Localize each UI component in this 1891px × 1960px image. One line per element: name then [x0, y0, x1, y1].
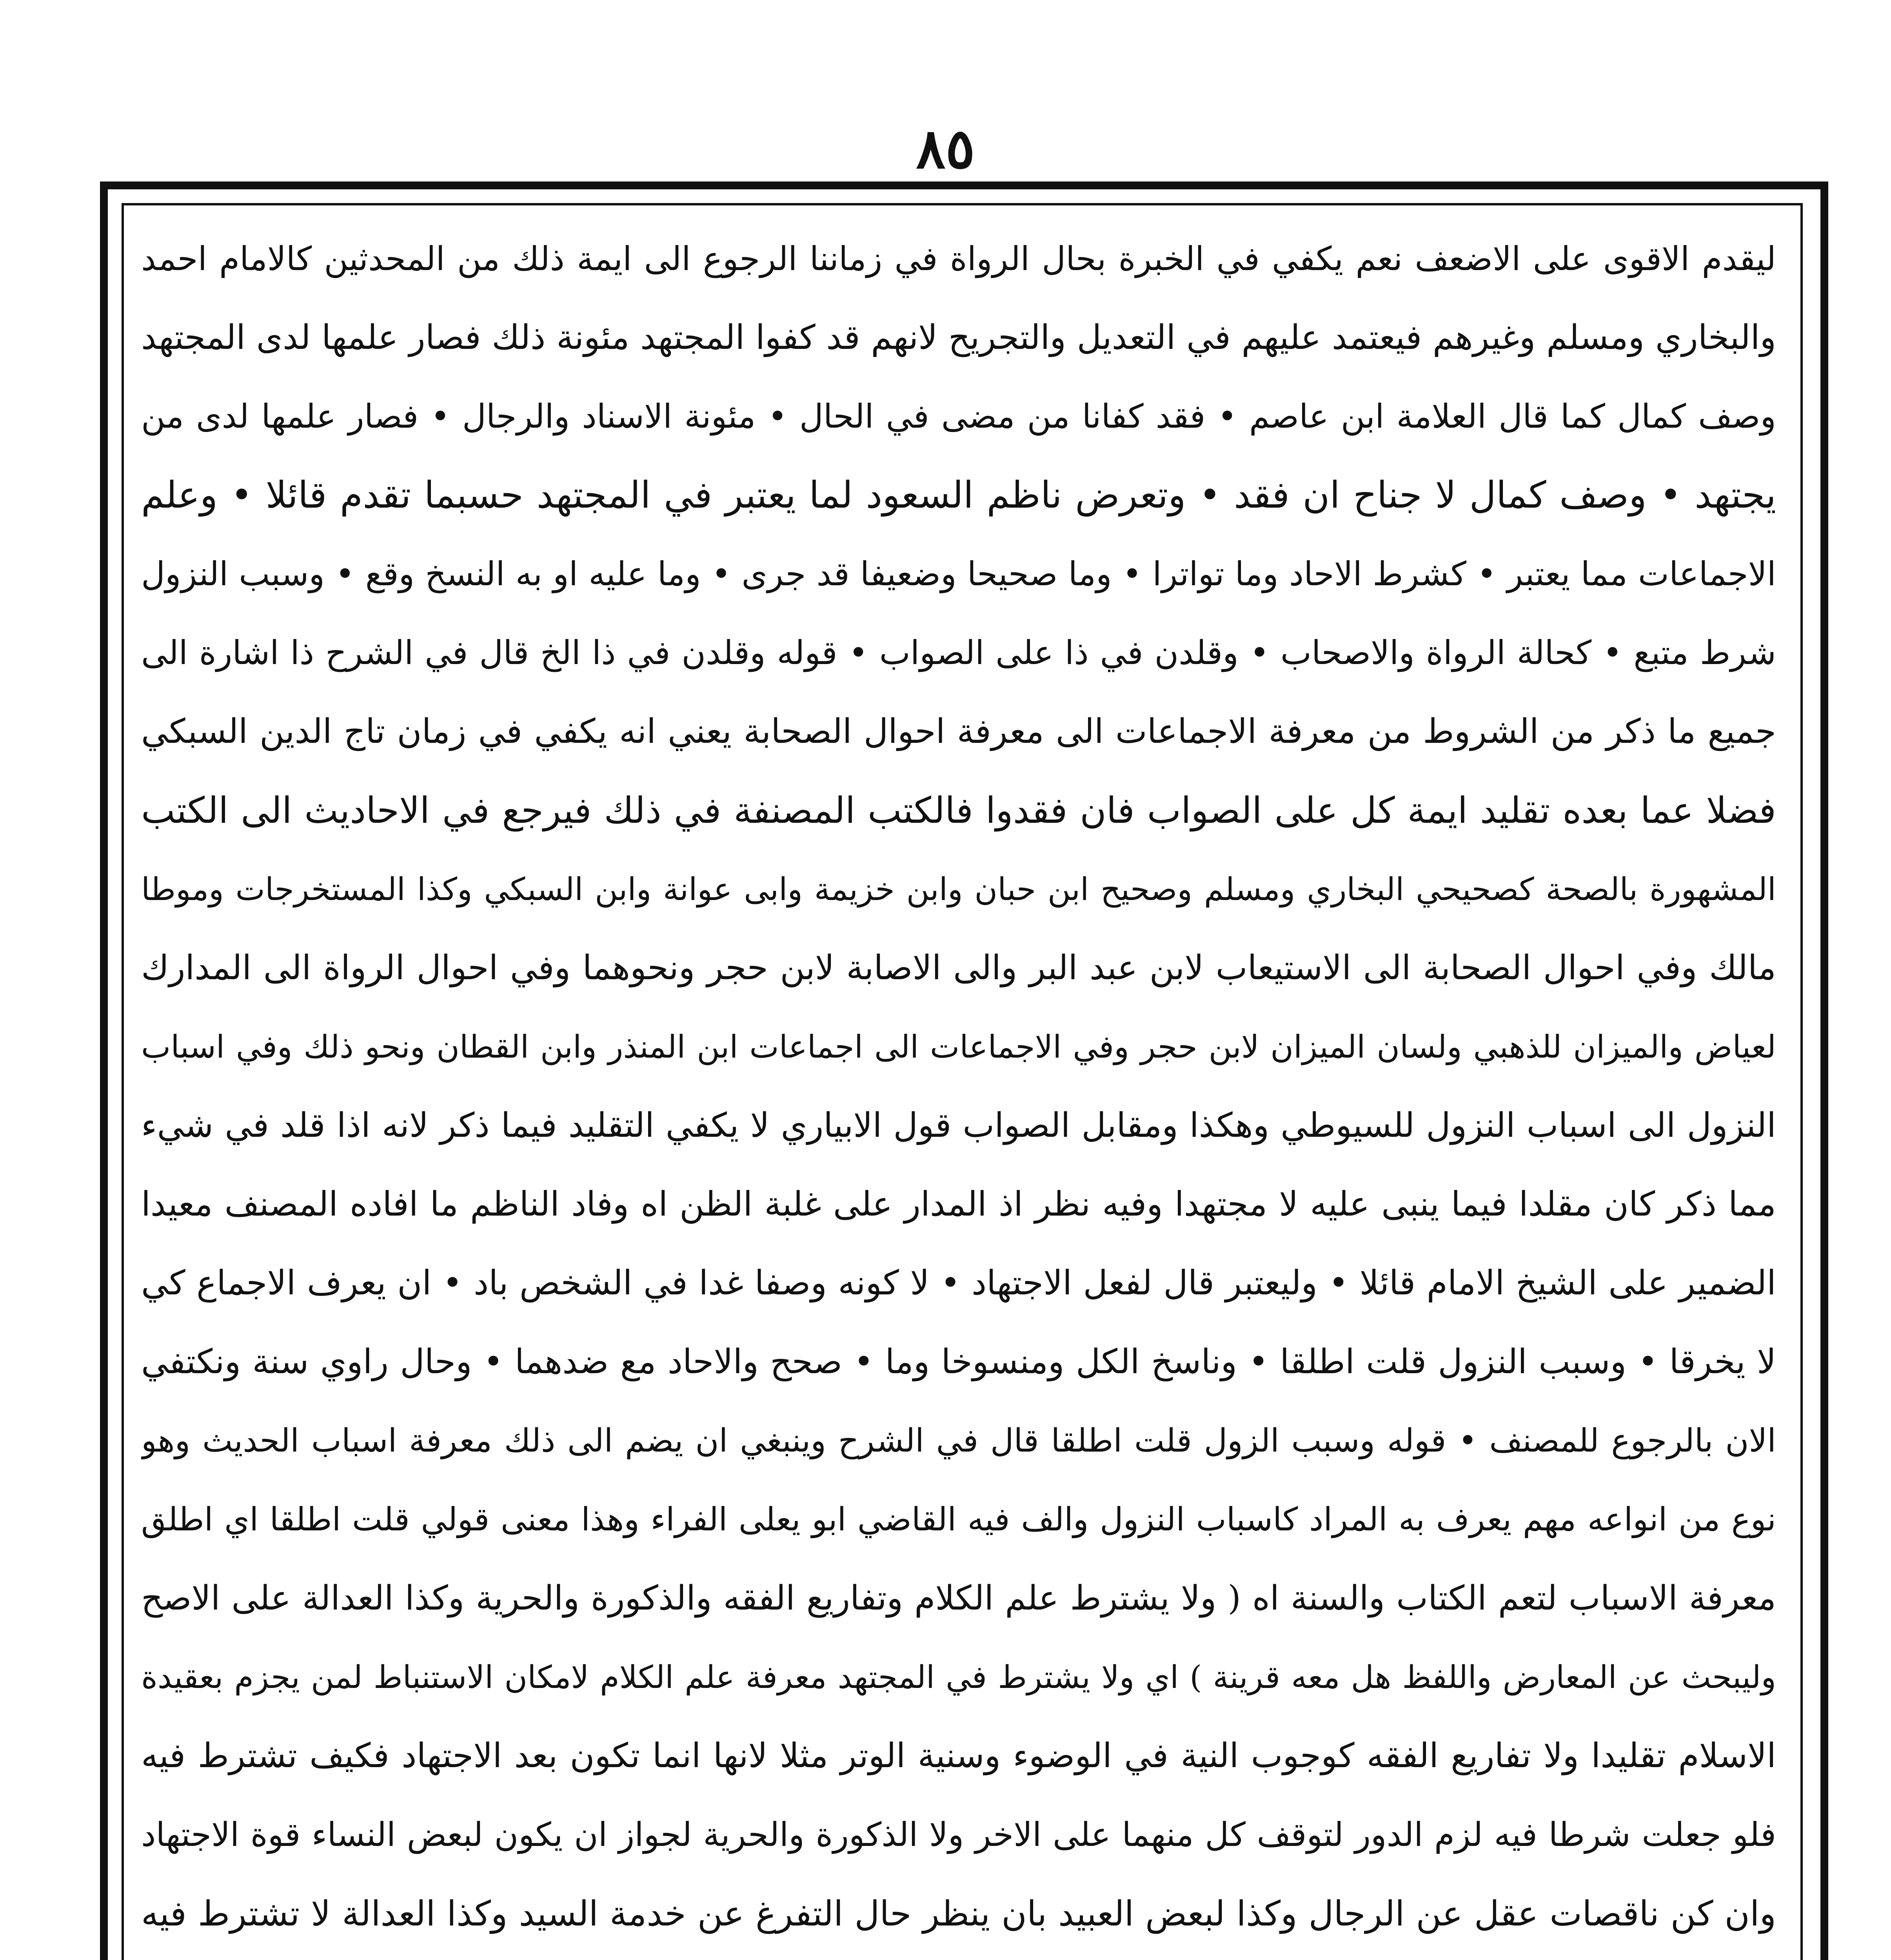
text-line: الان بالرجوع للمصنف • قوله وسبب الزول قلت اطلقا قال في الشرح وينبغي ان يضم الى ذلك معرفة اسباب الحديث وهو [141, 1422, 1776, 1459]
text-line: فضلا عما بعده تقليد ايمة كل على الصواب فان فقدوا فالكتب المصنفة في ذلك فيرجع في الاحاديث الى الكتب [141, 789, 1776, 831]
text-line: لعياض والميزان للذهبي ولسان الميزان لابن حجر وفي الاجماعات الى اجماعات ابن المنذر وابن القطان ونحو ذلك وفي اسباب [141, 1029, 1776, 1065]
text-line [141, 1953, 1776, 1960]
text-line: وان كن ناقصات عقل عن الرجال وكذا لبعض العبيد بان ينظر حال التفرغ عن خدمة السيد وكذا العدالة لا تشترط فيه [141, 1893, 1776, 1934]
page-body-text [141, 220, 1776, 1960]
text-line: مالك وفي احوال الصحابة الى الاستيعاب لابن عبد البر والى الاصابة لابن حجر ونحوهما وفي احوال الرواة الى المدارك [141, 948, 1776, 987]
text-line: مما ذكر كان مقلدا فيما ينبى عليه لا مجتهدا وفيه نظر اذ المدار على غلبة الظن اه وفاد الناظم ما افاده المصنف معيدا [141, 1185, 1776, 1224]
text-line: لا يخرقا • وسبب النزول قلت اطلقا • وناسخ الكل ومنسوخا وما • صحح والاحاد مع ضدهما • وحال راوي سنة ونكتفي [141, 1342, 1776, 1381]
text-line: الاجماعات مما يعتبر • كشرط الاحاد وما تواترا • وما صحيحا وضعيفا قد جرى • وما عليه او به النسخ وقع • وسبب النزول [141, 555, 1776, 593]
text-line: المشهورة بالصحة كصحيحي البخاري ومسلم وصحيح ابن حبان وابن خزيمة وابى عوانة وابن السبكي وكذا المستخرجات وموطا [141, 871, 1776, 907]
text-line: نوع من انواعه مهم يعرف به المراد كاسباب النزول والف فيه القاضي ابو يعلى الفراء وهذا معنى قولي قلت اطلقا اي اطلق [141, 1501, 1776, 1538]
text-line: والبخاري ومسلم وغيرهم فيعتمد عليهم في التعديل والتجريح لانهم قد كفوا المجتهد مئونة ذلك فصار علمها لدى المجتهد [141, 318, 1776, 357]
text-line: جميع ما ذكر من الشروط من معرفة الاجماعات الى معرفة احوال الصحابة يعني انه يكفي في زمان تاج الدين السبكي [141, 712, 1776, 751]
text-line: فلو جعلت شرطا فيه لزم الدور لتوقف كل منهما على الاخر ولا الذكورة والحرية لجواز ان يكون لبعض النساء قوة الاجتهاد [141, 1815, 1776, 1854]
text-line: وليبحث عن المعارض واللفظ هل معه قرينة ) اي ولا يشترط في المجتهد معرفة علم الكلام لامكان الاستنباط لمن يجزم بعقيدة [141, 1659, 1776, 1695]
text-line: النزول الى اسباب النزول للسيوطي وهكذا ومقابل الصواب قول الابياري لا يكفي التقليد فيما ذكر لانه اذا قلد في شيء [141, 1106, 1776, 1145]
text-line: شرط متبع • كحالة الرواة والاصحاب • وقلدن في ذا على الصواب • قوله وقلدن في ذا الخ قال في الشرح ذا اشارة الى [141, 633, 1776, 672]
text-line: ليقدم الاقوى على الاضعف نعم يكفي في الخبرة بحال الرواة في زماننا الرجوع الى ايمة ذلك من المحدثين كالامام احمد [141, 240, 1776, 278]
text-line: الاسلام تقليدا ولا تفاريع الفقه كوجوب النية في الوضوء وسنية الوتر مثلا لانها انما تكون بعد الاجتهاد فكيف تشترط فيه [141, 1736, 1776, 1775]
text-line: وصف كمال كما قال العلامة ابن عاصم • فقد كفانا من مضى في الحال • مئونة الاسناد والرجال • فصار علمها لدى من [141, 397, 1776, 436]
page-number: ٨٥ [916, 117, 975, 181]
text-line: معرفة الاسباب لتعم الكتاب والسنة اه ( ولا يشترط علم الكلام وتفاريع الفقه والذكورة والحرية وكذا العدالة على الاصح [141, 1579, 1776, 1618]
text-line: الضمير على الشيخ الامام قائلا • وليعتبر قال لفعل الاجتهاد • لا كونه وصفا غدا في الشخص باد • ان يعرف الاجماع كي [141, 1263, 1776, 1303]
text-line: يجتهد • وصف كمال لا جناح ان فقد • وتعرض ناظم السعود لما يعتبر في المجتهد حسبما تقدم قائلا • وعلم [141, 474, 1776, 517]
